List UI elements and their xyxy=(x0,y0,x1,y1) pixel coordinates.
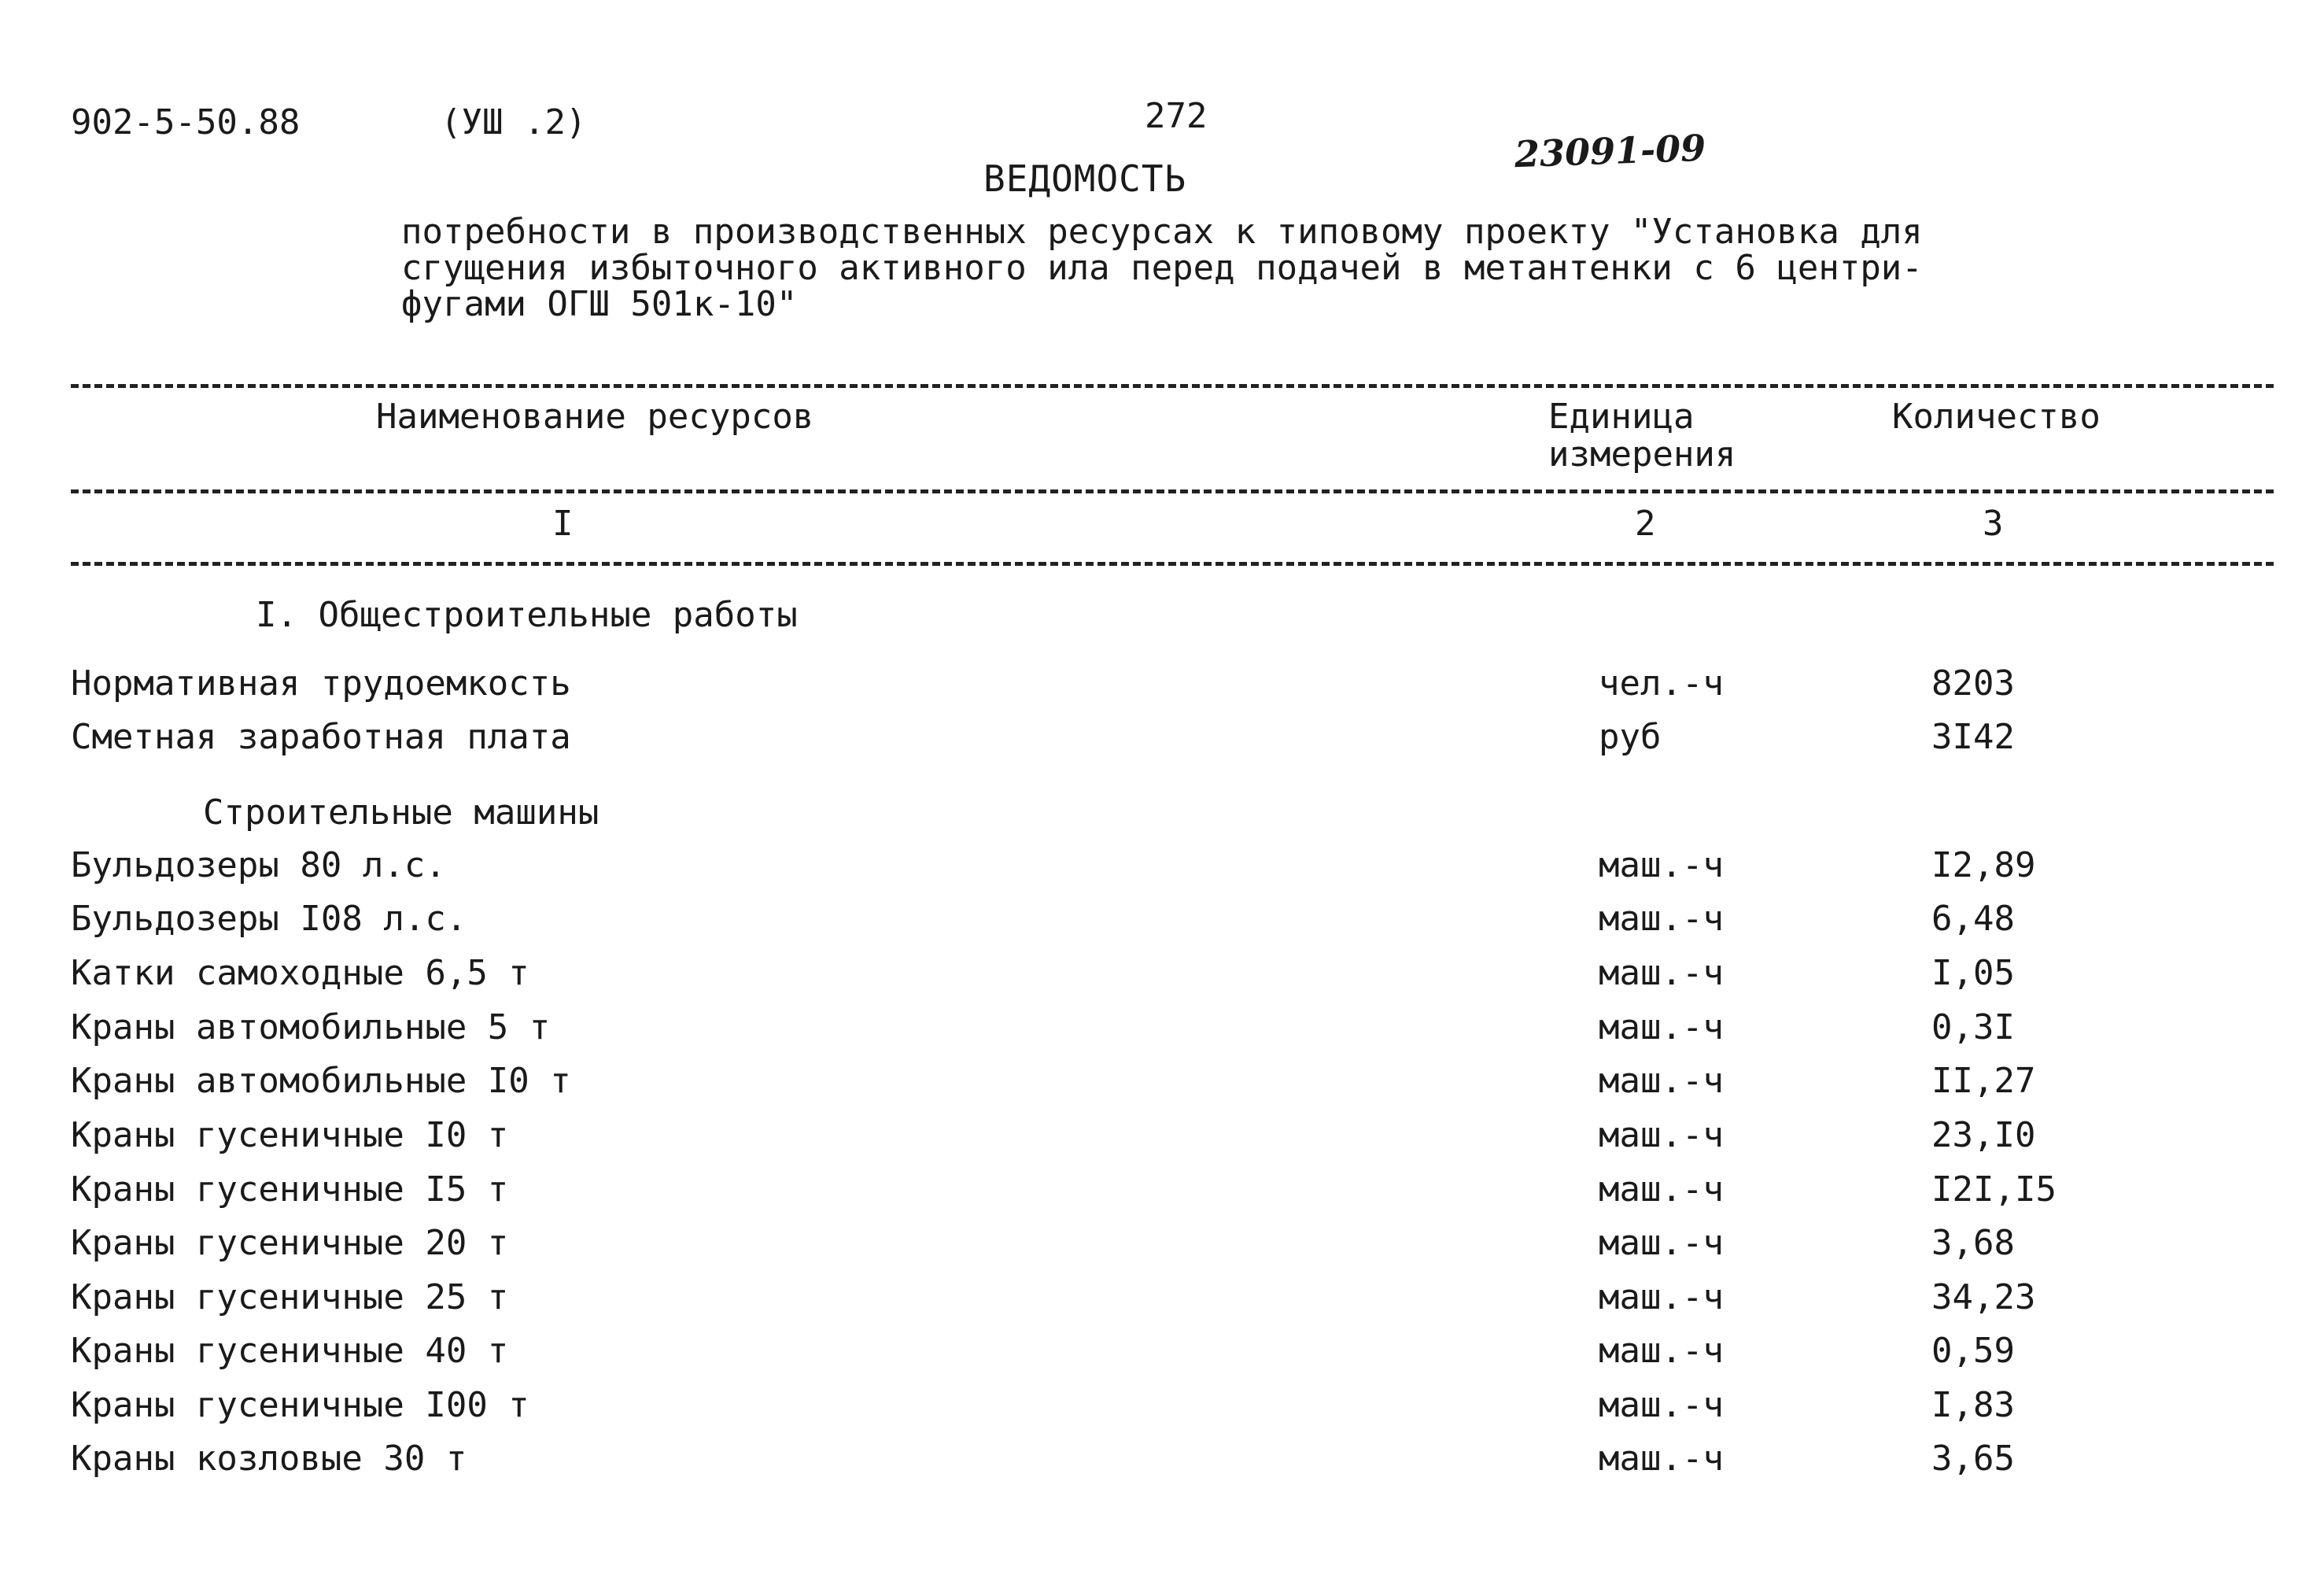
resource-unit: маш.-ч xyxy=(1599,1277,1724,1317)
resource-quantity: 3,65 xyxy=(1931,1439,2015,1479)
resource-quantity: I2,89 xyxy=(1931,845,2036,885)
resource-quantity: 3,68 xyxy=(1931,1223,2015,1263)
resource-quantity: I,05 xyxy=(1931,953,2015,993)
column-number-3: 3 xyxy=(1983,504,2004,544)
table-row xyxy=(0,1223,2324,1276)
resource-quantity: I2I,I5 xyxy=(1931,1169,2057,1210)
document-code: 902-5-50.88 xyxy=(71,102,301,142)
resource-unit: маш.-ч xyxy=(1599,1223,1724,1263)
document-subtitle: потребности в производственных ресурсах к типовому проекту "Установка для сгущения избыточного активного ила перед подачей в метантенки с 6 центри-фугами ОГШ 501к-10" xyxy=(401,212,1923,324)
resource-quantity: 23,I0 xyxy=(1931,1115,2036,1155)
resource-name: Бульдозеры 80 л.с. xyxy=(71,845,446,885)
resource-unit: чел.-ч xyxy=(1599,663,1724,704)
resource-name: Краны автомобильные 5 т xyxy=(71,1007,551,1047)
resource-name: Краны гусеничные I0 т xyxy=(71,1115,509,1155)
table-row xyxy=(0,1331,2324,1384)
page-number: 272 xyxy=(1145,96,1208,136)
table-row xyxy=(0,1439,2324,1492)
resource-quantity: 34,23 xyxy=(1931,1277,2036,1317)
table-row xyxy=(0,1385,2324,1439)
table-header-rule xyxy=(71,489,2274,493)
resource-name: Сметная заработная плата xyxy=(71,717,571,757)
resource-name: Бульдозеры I08 л.с. xyxy=(71,899,467,939)
resource-quantity: I,83 xyxy=(1931,1385,2015,1425)
resource-unit: маш.-ч xyxy=(1599,953,1724,993)
table-row xyxy=(0,953,2324,1007)
resource-quantity: II,27 xyxy=(1931,1061,2036,1101)
resource-name: Краны козловые 30 т xyxy=(71,1439,467,1479)
resource-unit: маш.-ч xyxy=(1599,1439,1724,1479)
resource-unit: маш.-ч xyxy=(1599,845,1724,885)
resource-unit: маш.-ч xyxy=(1599,1169,1724,1210)
resource-quantity: 8203 xyxy=(1931,663,2015,704)
resource-unit: маш.-ч xyxy=(1599,1115,1724,1155)
resource-name: Нормативная трудоемкость xyxy=(71,663,571,704)
resource-quantity: 3I42 xyxy=(1931,717,2015,757)
table-row xyxy=(0,1277,2324,1331)
resource-name: Краны гусеничные 25 т xyxy=(71,1277,509,1317)
subsection-title: Строительные машины xyxy=(203,792,599,833)
table-row xyxy=(0,845,2324,899)
table-row xyxy=(0,663,2324,717)
resource-name: Краны гусеничные 40 т xyxy=(71,1331,509,1371)
resource-unit: маш.-ч xyxy=(1599,899,1724,939)
resource-name: Краны гусеничные I5 т xyxy=(71,1169,509,1210)
column-number-2: 2 xyxy=(1635,504,1656,544)
section-title: I. Общестроительные работы xyxy=(256,595,798,635)
sheet-reference: (УШ .2) xyxy=(441,102,587,142)
resource-unit: маш.-ч xyxy=(1599,1061,1724,1101)
resource-name: Катки самоходные 6,5 т xyxy=(71,953,529,993)
column-header-unit: Единица измерения xyxy=(1548,397,1736,475)
resource-unit: маш.-ч xyxy=(1599,1007,1724,1047)
table-row xyxy=(0,717,2324,770)
table-row xyxy=(0,1061,2324,1114)
resource-quantity: 0,59 xyxy=(1931,1331,2015,1371)
resource-unit: маш.-ч xyxy=(1599,1331,1724,1371)
resource-quantity: 0,3I xyxy=(1931,1007,2015,1047)
resource-name: Краны гусеничные I00 т xyxy=(71,1385,529,1425)
table-row xyxy=(0,1007,2324,1061)
table-row xyxy=(0,1169,2324,1223)
column-number-1: I xyxy=(552,504,574,544)
document-title: ВЕДОМОСТЬ xyxy=(983,157,1187,200)
table-row xyxy=(0,899,2324,952)
resource-quantity: 6,48 xyxy=(1931,899,2015,939)
resource-name: Краны автомобильные I0 т xyxy=(71,1061,571,1101)
column-header-name: Наименование ресурсов xyxy=(376,397,814,437)
table-row xyxy=(0,1115,2324,1169)
resource-name: Краны гусеничные 20 т xyxy=(71,1223,509,1263)
table-top-rule xyxy=(71,384,2274,388)
inventory-number-handwritten: 23091-09 xyxy=(1514,126,1707,176)
resource-unit: маш.-ч xyxy=(1599,1385,1724,1425)
column-header-quantity: Количество xyxy=(1892,397,2101,437)
table-numbers-rule xyxy=(71,562,2274,566)
resource-unit: руб xyxy=(1599,717,1662,757)
